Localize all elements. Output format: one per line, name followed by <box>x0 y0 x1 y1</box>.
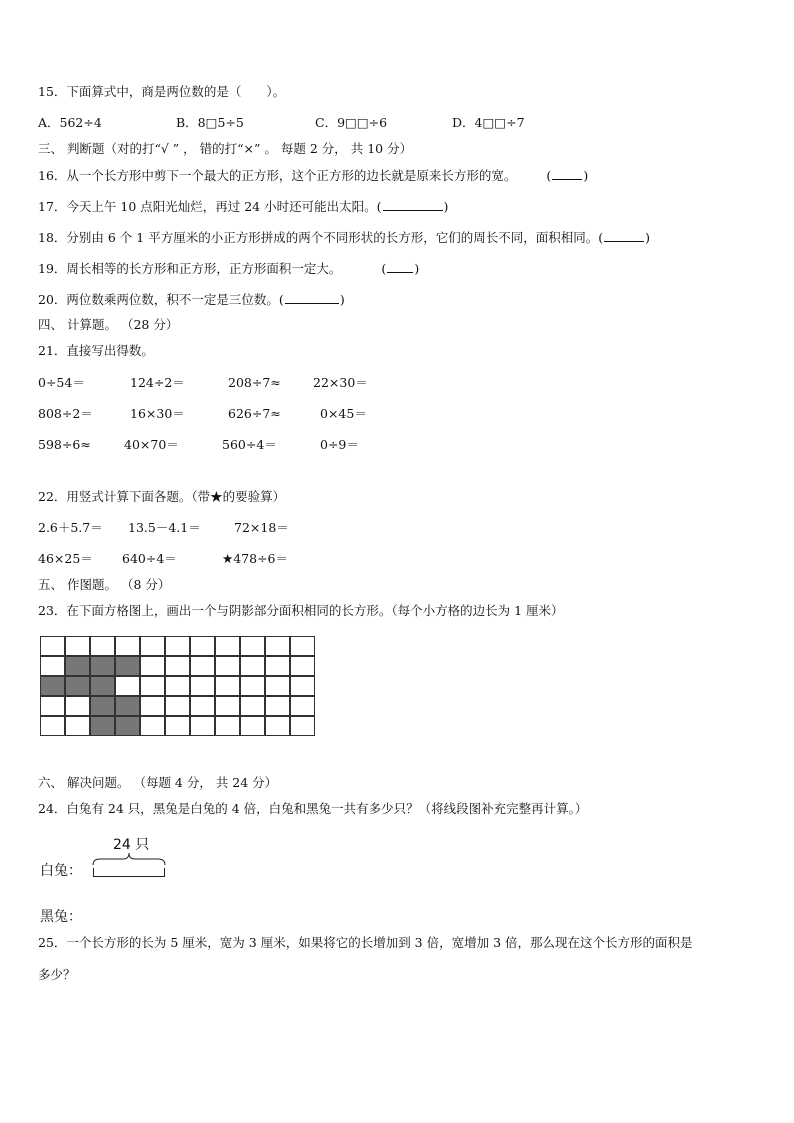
q22-item: 72×18＝ <box>234 520 289 535</box>
section-4-heading: 四、 计算题。 （28 分） <box>38 317 179 332</box>
grid-cell[interactable] <box>115 676 140 696</box>
q21-item: 40×70＝ <box>124 437 179 452</box>
question-18: 18．分别由 6 个 1 平方厘米的小正方形拼成的两个不同形状的长方形，它们的周长不同，面积相同。( ) <box>38 230 650 245</box>
question-19: 19．周长相等的长方形和正方形，正方形面积一定大。 ( ) <box>38 261 420 276</box>
grid-cell[interactable] <box>165 656 190 676</box>
answer-blank-16[interactable] <box>552 167 582 180</box>
grid-cell[interactable] <box>140 716 165 736</box>
grid-cell[interactable] <box>290 716 315 736</box>
grid-cell[interactable] <box>240 676 265 696</box>
q15-option-b: B．8□5÷5 <box>176 115 244 130</box>
question-15: 15．下面算式中，商是两位数的是（ ）。 <box>38 84 286 99</box>
grid-cell[interactable] <box>40 696 65 716</box>
white-rabbit-segment[interactable] <box>93 868 165 877</box>
grid-cell[interactable] <box>190 656 215 676</box>
grid-cell[interactable] <box>240 716 265 736</box>
grid-cell[interactable] <box>290 636 315 656</box>
answer-blank-19[interactable] <box>387 260 413 273</box>
grid-cell[interactable] <box>265 636 290 656</box>
grid-cell[interactable] <box>65 636 90 656</box>
q15-option-a: A．562÷4 <box>38 115 102 130</box>
grid-cell[interactable] <box>290 656 315 676</box>
drawing-grid[interactable] <box>40 636 315 736</box>
grid-cell[interactable] <box>65 716 90 736</box>
grid-cell-shaded[interactable] <box>115 696 140 716</box>
segment-brace <box>92 852 166 866</box>
grid-cell[interactable] <box>165 696 190 716</box>
q21-item: 808÷2＝ <box>38 406 93 421</box>
grid-cell[interactable] <box>215 676 240 696</box>
q21-item: 16×30＝ <box>130 406 185 421</box>
q21-item: 626÷7≈ <box>228 406 281 421</box>
question-16: 16．从一个长方形中剪下一个最大的正方形，这个正方形的边长就是原来长方形的宽。 ( ) <box>38 168 589 183</box>
grid-cell[interactable] <box>265 696 290 716</box>
section-3-heading: 三、 判断题（对的打“√ ” ， 错的打“×” 。 每题 2 分， 共 10 分） <box>38 141 413 156</box>
grid-cell-shaded[interactable] <box>90 676 115 696</box>
q15-option-d: D．4□□÷7 <box>452 115 525 130</box>
section-5-heading: 五、 作图题。 （8 分） <box>38 577 171 592</box>
q22-item: 640÷4＝ <box>122 551 177 566</box>
question-17: 17．今天上午 10 点阳光灿烂，再过 24 小时还可能出太阳。( ) <box>38 199 449 214</box>
grid-cell[interactable] <box>165 716 190 736</box>
grid-cell[interactable] <box>40 656 65 676</box>
q21-item: 0×45＝ <box>320 406 367 421</box>
q21-item: 0÷9＝ <box>320 437 359 452</box>
question-20: 20．两位数乘两位数，积不一定是三位数。( ) <box>38 292 345 307</box>
grid-cell[interactable] <box>265 676 290 696</box>
q22-item: 13.5－4.1＝ <box>128 520 201 535</box>
grid-cell[interactable] <box>165 676 190 696</box>
answer-blank-17[interactable] <box>383 198 443 211</box>
grid-cell-shaded[interactable] <box>40 676 65 696</box>
grid-cell[interactable] <box>165 636 190 656</box>
q22-item: ★478÷6＝ <box>222 551 288 566</box>
grid-cell[interactable] <box>140 676 165 696</box>
grid-cell[interactable] <box>40 716 65 736</box>
q21-item: 22×30＝ <box>313 375 368 390</box>
q22-item: 2.6＋5.7＝ <box>38 520 103 535</box>
grid-cell[interactable] <box>215 716 240 736</box>
grid-cell-shaded[interactable] <box>90 716 115 736</box>
grid-cell-shaded[interactable] <box>115 716 140 736</box>
q21-item: 124÷2＝ <box>130 375 185 390</box>
grid-cell-shaded[interactable] <box>90 656 115 676</box>
question-22-title: 22．用竖式计算下面各题。（带★的要验算） <box>38 489 286 504</box>
q21-item: 598÷6≈ <box>38 437 91 452</box>
grid-cell[interactable] <box>215 656 240 676</box>
question-21-title: 21．直接写出得数。 <box>38 343 154 358</box>
grid-cell[interactable] <box>265 716 290 736</box>
grid-cell[interactable] <box>240 656 265 676</box>
grid-cell[interactable] <box>240 696 265 716</box>
grid-cell[interactable] <box>65 696 90 716</box>
answer-blank-18[interactable] <box>604 229 644 242</box>
grid-cell-shaded[interactable] <box>65 656 90 676</box>
white-rabbit-label: 白兔： <box>40 863 82 879</box>
grid-cell[interactable] <box>140 656 165 676</box>
answer-blank-20[interactable] <box>285 291 339 304</box>
grid-cell[interactable] <box>190 676 215 696</box>
grid-cell-shaded[interactable] <box>115 656 140 676</box>
grid-cell[interactable] <box>215 636 240 656</box>
q21-item: 560÷4＝ <box>222 437 277 452</box>
grid-cell[interactable] <box>115 636 140 656</box>
grid-cell[interactable] <box>40 636 65 656</box>
black-rabbit-label: 黑兔： <box>40 909 82 925</box>
question-25-line-1: 25．一个长方形的长为 5 厘米，宽为 3 厘米，如果将它的长增加到 3 倍，宽增加 3 倍，那么现在这个长方形的面积是 <box>38 935 693 950</box>
q15-option-c: C．9□□÷6 <box>315 115 388 130</box>
grid-cell[interactable] <box>265 656 290 676</box>
grid-cell-shaded[interactable] <box>90 696 115 716</box>
grid-cell[interactable] <box>140 696 165 716</box>
grid-cell[interactable] <box>215 696 240 716</box>
grid-cell[interactable] <box>240 636 265 656</box>
grid-cell[interactable] <box>190 696 215 716</box>
question-25-line-2: 多少？ <box>38 967 76 982</box>
grid-cell-shaded[interactable] <box>65 676 90 696</box>
section-6-heading: 六、 解决问题。 （每题 4 分， 共 24 分） <box>38 775 278 790</box>
grid-cell[interactable] <box>290 676 315 696</box>
grid-cell[interactable] <box>290 696 315 716</box>
q21-item: 0÷54＝ <box>38 375 85 390</box>
question-23: 23．在下面方格图上，画出一个与阴影部分面积相同的长方形。（每个小方格的边长为 1 厘米） <box>38 603 564 618</box>
q22-item: 46×25＝ <box>38 551 93 566</box>
grid-cell[interactable] <box>90 636 115 656</box>
question-24: 24．白兔有 24 只，黑兔是白兔的 4 倍，白兔和黑兔一共有多少只？（将线段图补充完整再计算。） <box>38 801 588 816</box>
grid-cell[interactable] <box>190 636 215 656</box>
brace-label: 24 只 <box>113 837 150 853</box>
grid-cell[interactable] <box>140 636 165 656</box>
q21-item: 208÷7≈ <box>228 375 281 390</box>
grid-cell[interactable] <box>190 716 215 736</box>
